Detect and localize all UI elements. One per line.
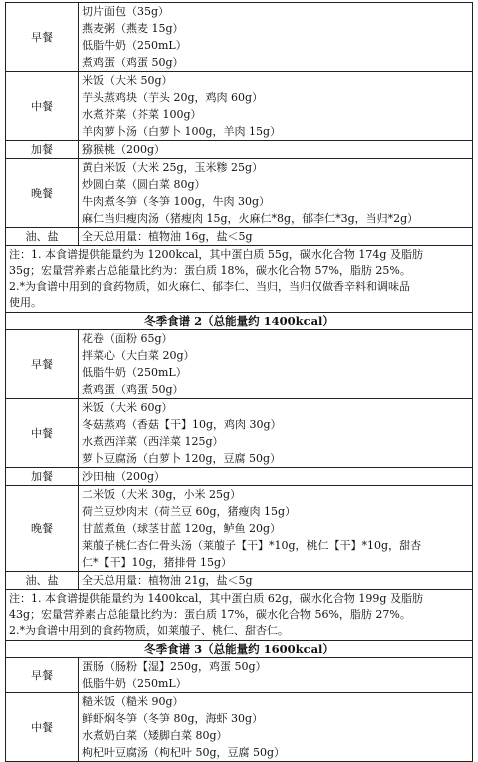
food-item: 煮鸡蛋（鸡蛋 50g） — [82, 56, 184, 69]
food-item: 甘蓝煮鱼（球茎甘蓝 120g，鲈鱼 20g） — [82, 522, 282, 535]
food-item: 糙米饭（糙米 90g） — [82, 695, 184, 708]
meal-items — [79, 693, 473, 762]
meal-items — [79, 399, 473, 468]
plan3-breakfast-row — [6, 658, 473, 693]
meal-label-oil-salt: 油、盐 — [6, 572, 79, 590]
food-item: 水煮芥菜（芥菜 100g） — [82, 108, 202, 121]
food-item: 羊肉萝卜汤（白萝卜 100g，羊肉 15g） — [82, 125, 282, 138]
plan2-title: 冬季食谱 2（总能量约 1400kcal） — [6, 313, 473, 330]
food-item: 低脂牛奶（250mL） — [82, 39, 187, 52]
meal-items — [79, 330, 473, 399]
food-item: 猕猴桃（200g） — [82, 143, 166, 156]
meal-items — [79, 486, 473, 572]
meal-label-breakfast: 早餐 — [6, 3, 79, 72]
plan1-snack-row — [6, 141, 473, 159]
meal-items — [79, 3, 473, 72]
plan2-title-row — [6, 313, 473, 330]
food-item: 莱菔子桃仁杏仁骨头汤（莱菔子【干】*10g，桃仁【干】*10g，甜杏 — [82, 539, 422, 552]
plan3-title-row — [6, 641, 473, 658]
plan2-note — [6, 590, 473, 641]
food-item: 低脂牛奶（250mL） — [82, 677, 187, 690]
meal-label-dinner: 晚餐 — [6, 159, 79, 228]
note-line: 43g；宏量营养素占总能量比约为：蛋白质 17%，碳水化合物 56%，脂肪 27%。 — [9, 608, 411, 621]
food-item: 二米饭（大米 30g，小米 25g） — [82, 488, 242, 501]
note-line: 35g；宏量营养素占总能量比约为：蛋白质 18%，碳水化合物 57%，脂肪 25%。 — [9, 264, 411, 277]
meal-label-lunch: 中餐 — [6, 693, 79, 762]
food-item: 全天总用量：植物油 16g，盐＜5g — [82, 230, 253, 243]
food-item: 米饭（大米 60g） — [82, 401, 173, 414]
meal-label-dinner: 晚餐 — [6, 486, 79, 572]
meal-items — [79, 159, 473, 228]
meal-items — [79, 141, 473, 159]
food-item: 萝卜豆腐汤（白萝卜 120g，豆腐 50g） — [82, 452, 282, 465]
food-item: 切片面包（35g） — [82, 5, 170, 18]
food-item: 煮鸡蛋（鸡蛋 50g） — [82, 383, 184, 396]
note-line: 注：1. 本食谱提供能量约为 1400kcal，其中蛋白质 62g，碳水化合物 199g 及脂肪 — [9, 592, 423, 605]
food-item: 荷兰豆炒肉末（荷兰豆 60g，猪瘦肉 15g） — [82, 505, 297, 518]
meal-label-lunch: 中餐 — [6, 399, 79, 468]
meal-items — [79, 658, 473, 693]
food-item: 麻仁当归瘦肉汤（猪瘦肉 15g，火麻仁*8g，郁李仁*3g，当归*2g） — [82, 212, 419, 225]
plan3-lunch-row — [6, 693, 473, 762]
note-line: 使用。 — [9, 296, 42, 309]
food-item: 水煮西洋菜（西洋菜 125g） — [82, 435, 224, 448]
food-item: 黄白米饭（大米 25g，玉米糁 25g） — [82, 161, 264, 174]
plan2-oil-salt-row — [6, 572, 473, 590]
food-item: 仁*【干】10g，猪排骨 15g） — [82, 556, 233, 569]
food-item: 全天总用量：植物油 21g，盐＜5g — [82, 574, 253, 587]
meal-items — [79, 468, 473, 486]
food-item: 芋头蒸鸡块（芋头 20g，鸡肉 60g） — [82, 91, 264, 104]
plan2-snack-row — [6, 468, 473, 486]
food-item: 牛肉煮冬笋（冬笋 100g，牛肉 30g） — [82, 195, 271, 208]
plan1-oil-salt-row — [6, 228, 473, 246]
meal-label-snack: 加餐 — [6, 468, 79, 486]
plan2-dinner-row — [6, 486, 473, 572]
note-line: 2.*为食谱中用到的食药物质，如莱菔子、桃仁、甜杏仁。 — [9, 624, 289, 637]
meal-label-breakfast: 早餐 — [6, 658, 79, 693]
food-item: 燕麦粥（燕麦 15g） — [82, 22, 184, 35]
food-item: 水煮奶白菜（矮脚白菜 80g） — [82, 729, 228, 742]
food-item: 米饭（大米 50g） — [82, 74, 173, 87]
plan2-note-row — [6, 590, 473, 641]
note-line: 2.*为食谱中用到的食药物质，如火麻仁、郁李仁、当归，当归仅做香辛料和调味品 — [9, 280, 410, 293]
meal-items — [79, 572, 473, 590]
plan1-lunch-row — [6, 72, 473, 141]
food-item: 冬菇蒸鸡（香菇【干】10g，鸡肉 30g） — [82, 418, 282, 431]
meal-label-snack: 加餐 — [6, 141, 79, 159]
food-item: 花卷（面粉 65g） — [82, 332, 173, 345]
food-item: 鲜虾焖冬笋（冬笋 80g，海虾 30g） — [82, 712, 264, 725]
winter-menu-table — [5, 2, 473, 762]
plan1-note — [6, 246, 473, 313]
meal-label-breakfast: 早餐 — [6, 330, 79, 399]
food-item: 蛋肠（肠粉【湿】250g，鸡蛋 50g） — [82, 660, 267, 673]
meal-label-lunch: 中餐 — [6, 72, 79, 141]
meal-items — [79, 228, 473, 246]
food-item: 拌菜心（大白菜 20g） — [82, 349, 195, 362]
meal-label-oil-salt: 油、盐 — [6, 228, 79, 246]
food-item: 枸杞叶豆腐汤（枸杞叶 50g，豆腐 50g） — [82, 746, 286, 759]
plan2-lunch-row — [6, 399, 473, 468]
meal-items — [79, 72, 473, 141]
plan1-dinner-row — [6, 159, 473, 228]
plan3-title: 冬季食谱 3（总能量约 1600kcal） — [6, 641, 473, 658]
food-item: 沙田柚（200g） — [82, 470, 166, 483]
food-item: 炒圆白菜（圆白菜 80g） — [82, 178, 206, 191]
food-item: 低脂牛奶（250mL） — [82, 366, 187, 379]
plan2-breakfast-row — [6, 330, 473, 399]
plan1-breakfast-row — [6, 3, 473, 72]
plan1-note-row — [6, 246, 473, 313]
note-line: 注：1. 本食谱提供能量约为 1200kcal，其中蛋白质 55g，碳水化合物 174g 及脂肪 — [9, 248, 423, 261]
menu-document — [5, 2, 473, 762]
